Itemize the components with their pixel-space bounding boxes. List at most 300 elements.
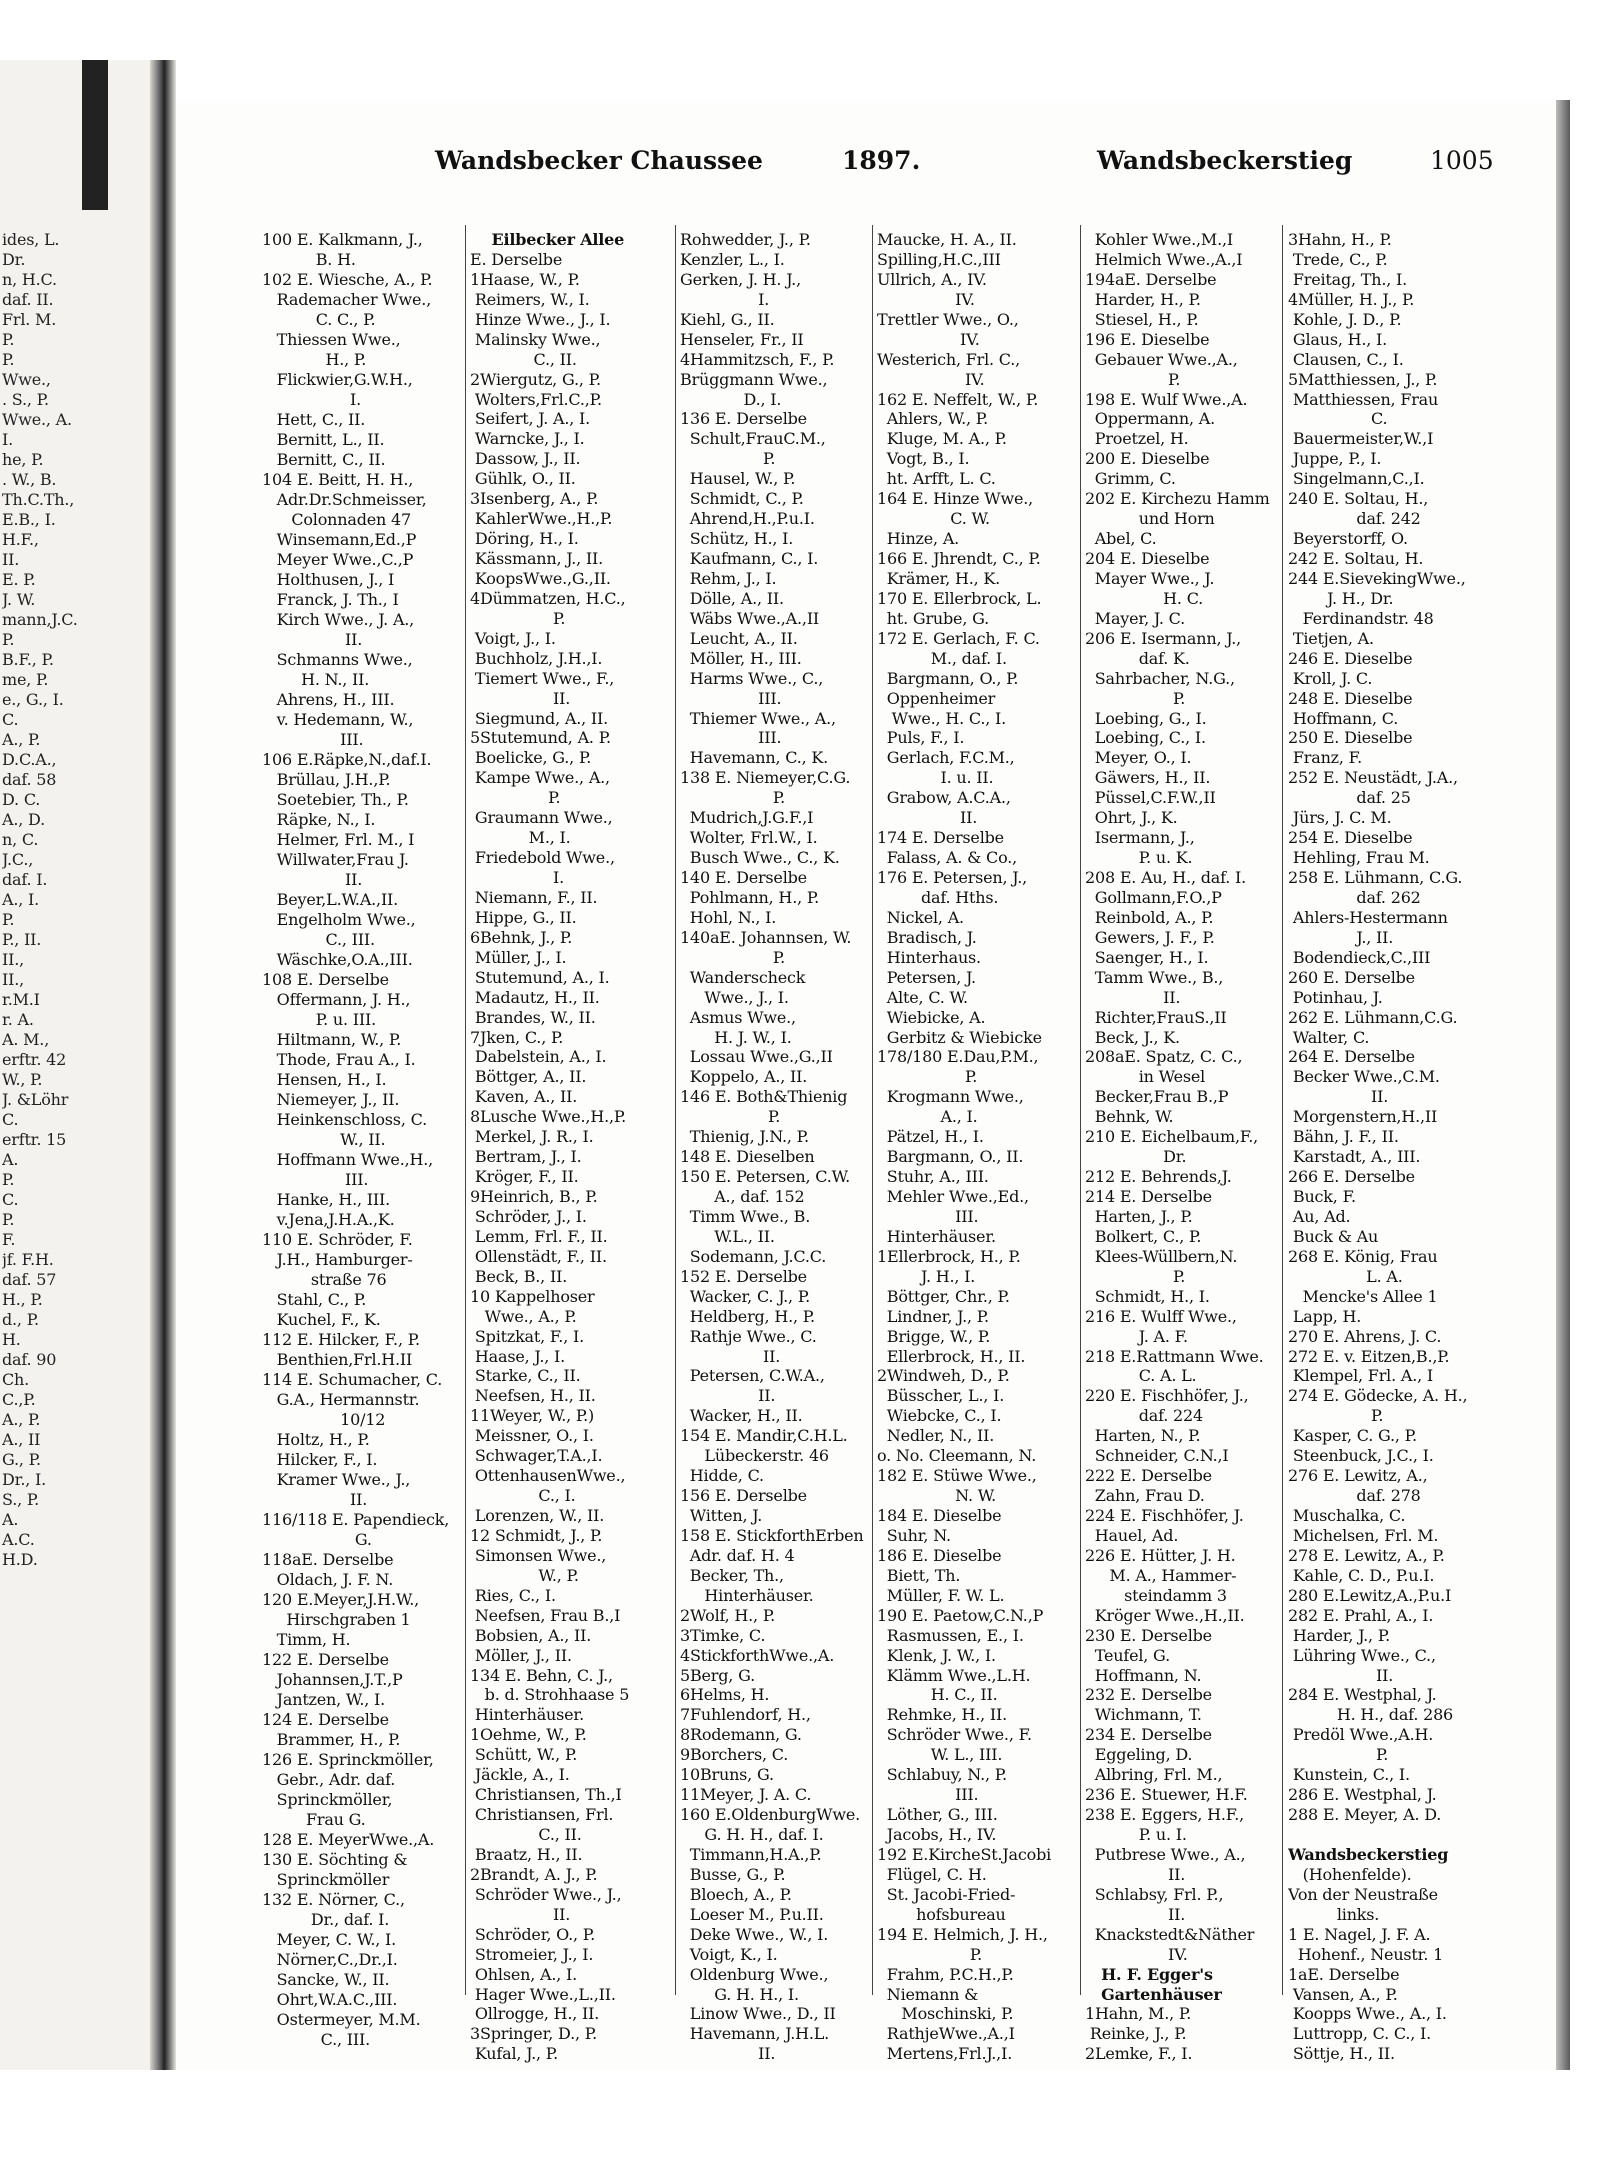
directory-entry: Busch Wwe., C., K.: [680, 848, 840, 868]
directory-entry: II.: [680, 1346, 781, 1366]
directory-entry: Stahl, C., P.: [262, 1290, 367, 1309]
directory-entry: M. A., Hammer-: [1085, 1565, 1237, 1585]
directory-entry: Predöl Wwe.,A.H.: [1288, 1725, 1434, 1745]
directory-entry: 186 E. Dieselbe: [877, 1545, 1002, 1565]
directory-entry: Busse, G., P.: [680, 1864, 786, 1884]
directory-entry: Tietjen, A.: [1288, 628, 1374, 648]
directory-entry: daf. K.: [1085, 648, 1190, 668]
directory-entry: 220 E. Fischhöfer, J.,: [1085, 1386, 1249, 1406]
directory-entry: 214 E. Derselbe: [1085, 1187, 1212, 1206]
directory-entry: Schlabsy, Frl. P.,: [1085, 1884, 1224, 1904]
directory-entry: P.: [877, 1944, 983, 1964]
directory-entry: 254 E. Dieselbe: [1288, 828, 1413, 848]
directory-entry: Becker,Frau B.,P: [1085, 1087, 1229, 1107]
directory-entry: Kroll, J. C.: [1288, 668, 1373, 688]
directory-entry: Thiemer Wwe., A.,: [680, 708, 836, 728]
directory-entry: Mayer, J. C.: [1085, 608, 1185, 628]
directory-entry: Timmann,H.A.,P.: [680, 1844, 822, 1864]
directory-entry: 11Meyer, J. A. C.: [680, 1785, 812, 1805]
directory-entry: Dr.: [2, 250, 26, 269]
directory-entry: Sancke, W., II.: [262, 1970, 390, 1989]
directory-entry: Hippe, G., II.: [470, 907, 577, 927]
directory-entry: Reinke, J., P.: [1085, 2024, 1187, 2044]
directory-entry: Dölle, A., II.: [680, 588, 784, 608]
directory-entry: 184 E. Dieselbe: [877, 1506, 1002, 1525]
directory-entry: Klees-Wüllbern,N.: [1085, 1246, 1238, 1266]
directory-entry: Albring, Frl. M.,: [1085, 1765, 1223, 1785]
directory-entry: Hohenf., Neustr. 1: [1288, 1944, 1444, 1964]
directory-entry: Heinkenschloss, C.: [262, 1110, 427, 1129]
directory-entry: Lübeckerstr. 46: [680, 1446, 829, 1466]
directory-entry: Ollenstädt, F., II.: [470, 1246, 607, 1266]
directory-entry: Gollmann,F.O.,P: [1085, 887, 1222, 907]
header-right-title: Wandsbeckerstieg: [1097, 146, 1353, 175]
directory-entry: C.: [2, 1190, 19, 1209]
directory-entry: 280 E.Lewitz,A.,P.u.I: [1288, 1585, 1452, 1605]
directory-entry: Brüggmann Wwe.,: [680, 369, 828, 389]
directory-entry: 266 E. Derselbe: [1288, 1167, 1415, 1187]
directory-entry: Wiebcke, C., I.: [877, 1406, 1002, 1426]
directory-entry: Wanderscheck: [680, 967, 806, 987]
directory-entry: Schwager,T.A.,I.: [470, 1446, 603, 1466]
directory-entry: J. W.: [2, 590, 36, 609]
directory-entry: und Horn: [1085, 509, 1215, 529]
directory-entry: Von der Neustraße: [1288, 1884, 1438, 1904]
directory-entry: 1Hahn, M., P.: [1085, 2004, 1192, 2024]
directory-entry: Au, Ad.: [1288, 1206, 1351, 1226]
directory-entry: straße 76: [262, 1270, 387, 1289]
directory-entry: 158 E. StickforthErben: [680, 1525, 864, 1545]
directory-entry: Kuchel, F., K.: [262, 1310, 381, 1329]
directory-entry: Dassow, J., II.: [470, 449, 581, 469]
directory-entry: 234 E. Derselbe: [1085, 1725, 1212, 1745]
directory-entry: 4Dümmatzen, H.C.,: [470, 588, 626, 608]
directory-entry: H.D.: [2, 1550, 38, 1569]
directory-entry: 126 E. Sprinckmöller,: [262, 1750, 434, 1769]
directory-entry: 1aE. Derselbe: [1288, 1964, 1400, 1984]
directory-entry: Wolters,Frl.C.,P.: [470, 389, 602, 409]
directory-entry: links.: [1288, 1904, 1380, 1924]
directory-entry: 160 E.OldenburgWwe.: [680, 1805, 860, 1825]
directory-entry: II.: [262, 1490, 368, 1509]
directory-entry: 5Stutemund, A. P.: [470, 728, 611, 748]
directory-column-6: [1288, 230, 1556, 2064]
directory-entry: 10Bruns, G.: [680, 1765, 774, 1785]
directory-entry: daf. 58: [2, 770, 57, 789]
directory-entry: Buck & Au: [1288, 1226, 1379, 1246]
directory-entry: Ries, C., I.: [470, 1585, 556, 1605]
directory-entry: 10/12: [262, 1410, 386, 1429]
directory-entry: daf. 90: [2, 1350, 57, 1369]
directory-entry: 134 E. Behn, C. J.,: [470, 1665, 613, 1685]
directory-entry: Timm Wwe., B.: [680, 1206, 811, 1226]
directory-entry: Schröder Wwe., F.: [877, 1725, 1032, 1745]
directory-entry: II.: [470, 1904, 571, 1924]
directory-entry: C. A. L.: [1085, 1366, 1197, 1386]
directory-entry: I. u. II.: [877, 768, 994, 788]
directory-entry: 248 E. Dieselbe: [1288, 688, 1413, 708]
directory-entry: ht. Grube, G.: [877, 608, 989, 628]
left-margin-text: [2, 230, 142, 1570]
directory-entry: Schlabuy, N., P.: [877, 1765, 1007, 1785]
directory-entry: 194aE. Derselbe: [1085, 269, 1217, 289]
directory-entry: 268 E. König, Frau: [1288, 1246, 1438, 1266]
directory-entry: A., P.: [2, 730, 41, 749]
directory-entry: 206 E. Isermann, J.,: [1085, 628, 1241, 648]
directory-entry: Brandes, W., II.: [470, 1007, 596, 1027]
directory-entry: H. F. Egger's: [1085, 1964, 1213, 1984]
directory-entry: erftr. 15: [2, 1130, 67, 1149]
directory-column-3: [680, 230, 870, 2064]
directory-entry: Döring, H., I.: [470, 529, 579, 549]
directory-entry: Voigt, K., I.: [680, 1944, 778, 1964]
directory-entry: Meyer, C. W., I.: [262, 1930, 397, 1949]
directory-entry: 10 Kappelhoser: [470, 1286, 595, 1306]
directory-entry: Mencke's Allee 1: [1288, 1286, 1438, 1306]
directory-entry: Kahle, C. D., P.u.I.: [1288, 1565, 1435, 1585]
directory-entry: Freitag, Th., I.: [1288, 269, 1408, 289]
directory-entry: o. No. Cleemann, N.: [877, 1446, 1037, 1466]
directory-entry: J. &Löhr: [2, 1090, 69, 1109]
directory-entry: Biett, Th.: [877, 1565, 961, 1585]
directory-entry: Meyer Wwe.,C.,P: [262, 550, 414, 569]
directory-entry: 1Ellerbrock, H., P.: [877, 1246, 1021, 1266]
directory-entry: b. d. Strohhaase 5: [470, 1685, 630, 1705]
directory-entry: 104 E. Beitt, H. H.,: [262, 470, 414, 489]
directory-entry: 116/118 E. Papendieck,: [262, 1510, 450, 1529]
directory-entry: 2Windweh, D., P.: [877, 1366, 1010, 1386]
directory-entry: Frahm, P.C.H.,P.: [877, 1964, 1014, 1984]
directory-entry: Harder, H., P.: [1085, 289, 1201, 309]
directory-entry: Beck, B., II.: [470, 1266, 568, 1286]
directory-entry: 112 E. Hilcker, F., P.: [262, 1330, 420, 1349]
directory-entry: 208aE. Spatz, C. C.,: [1085, 1047, 1243, 1067]
directory-entry: II.: [2, 550, 20, 569]
directory-entry: Hensen, H., I.: [262, 1070, 387, 1089]
directory-entry: Räpke, N., I.: [262, 810, 376, 829]
directory-entry: Wäschke,O.A.,III.: [262, 950, 413, 969]
directory-entry: 12 Schmidt, J., P.: [470, 1525, 603, 1545]
directory-entry: Malinsky Wwe.,: [470, 329, 601, 349]
directory-entry: 230 E. Derselbe: [1085, 1625, 1212, 1645]
directory-entry: E. Derselbe: [470, 249, 563, 269]
directory-entry: H.F.,: [2, 530, 39, 549]
book-binding: [150, 60, 176, 2070]
directory-entry: 8Lusche Wwe.,H.,P.: [470, 1107, 627, 1127]
directory-entry: IV.: [877, 329, 980, 349]
directory-entry: 232 E. Derselbe: [1085, 1685, 1212, 1705]
directory-entry: r. A.: [2, 1010, 34, 1029]
directory-entry: H., P.: [2, 1290, 43, 1309]
directory-entry: 240 E. Soltau, H.,: [1288, 489, 1429, 509]
directory-entry: Wandsbeckerstieg: [1288, 1844, 1449, 1864]
directory-entry: Sodemann, J.C.C.: [680, 1246, 827, 1266]
directory-entry: Lapp, H.: [1288, 1306, 1362, 1326]
directory-entry: Brammer, H., P.: [262, 1730, 401, 1749]
directory-entry: 3Springer, D., P.: [470, 2024, 597, 2044]
directory-entry: Schröder, O., P.: [470, 1924, 596, 1944]
directory-entry: Reimers, W., I.: [470, 289, 590, 309]
column-rule: [1282, 225, 1283, 1995]
directory-entry: IV.: [877, 289, 975, 309]
directory-entry: Wichmann, T.: [1085, 1705, 1202, 1725]
directory-entry: 110 E. Schröder, F.: [262, 1230, 413, 1249]
directory-entry: 200 E. Dieselbe: [1085, 449, 1210, 469]
directory-entry: Abel, C.: [1085, 529, 1157, 549]
directory-entry: Brüllau, J.H.,P.: [262, 770, 391, 789]
directory-entry: C., I.: [470, 1486, 576, 1506]
directory-entry: 136 E. Derselbe: [680, 409, 807, 429]
directory-entry: Bauermeister,W.,I: [1288, 429, 1434, 449]
directory-entry: Michelsen, Frl. M.: [1288, 1525, 1439, 1545]
directory-entry: Adr.Dr.Schmeisser,: [262, 490, 427, 509]
directory-entry: Ferdinandstr. 48: [1288, 608, 1434, 628]
directory-entry: Helmich Wwe.,A.,I: [1085, 249, 1243, 269]
directory-entry: Petersen, C.W.A.,: [680, 1366, 825, 1386]
directory-entry: Kluge, M. A., P.: [877, 429, 1007, 449]
directory-entry: Meyer, O., I.: [1085, 748, 1192, 768]
directory-entry: Siegmund, A., II.: [470, 708, 609, 728]
directory-entry: Schütt, W., P.: [470, 1745, 578, 1765]
directory-entry: Hinze, A.: [877, 529, 960, 549]
directory-entry: 174 E. Derselbe: [877, 828, 1004, 848]
directory-entry: Steenbuck, J.C., I.: [1288, 1446, 1434, 1466]
directory-entry: M., I.: [470, 828, 571, 848]
directory-entry: P.: [1085, 1266, 1186, 1286]
directory-entry: W., P.: [2, 1070, 43, 1089]
directory-entry: Ohlsen, A., I.: [470, 1964, 578, 1984]
directory-entry: d., P.: [2, 1310, 39, 1329]
directory-entry: 172 E. Gerlach, F. C.: [877, 628, 1040, 648]
directory-entry: J. H., Dr.: [1288, 588, 1394, 608]
directory-entry: Schmidt, C., P.: [680, 489, 804, 509]
directory-entry: Meissner, O., I.: [470, 1426, 594, 1446]
directory-entry: Wäbs Wwe.,A.,II: [680, 608, 820, 628]
directory-entry: Hanke, H., III.: [262, 1190, 391, 1209]
directory-entry: Trettler Wwe., O.,: [877, 309, 1019, 329]
directory-entry: daf. II.: [2, 290, 54, 309]
directory-entry: Christiansen, Frl.: [470, 1805, 614, 1825]
directory-entry: Falass, A. & Co.,: [877, 848, 1017, 868]
directory-entry: Reinbold, A., P.: [1085, 907, 1214, 927]
directory-entry: Brigge, W., P.: [877, 1326, 991, 1346]
directory-entry: Kaven, A., II.: [470, 1087, 578, 1107]
directory-entry: Kampe Wwe., A.,: [470, 768, 610, 788]
directory-entry: Bradisch, J.: [877, 927, 977, 947]
directory-entry: Hager Wwe.,L.,II.: [470, 1984, 616, 2004]
directory-entry: 252 E. Neustädt, J.A.,: [1288, 768, 1458, 788]
directory-entry: Becker, Th.,: [680, 1565, 784, 1585]
directory-entry: Jürs, J. C. M.: [1288, 808, 1392, 828]
directory-entry: Rohwedder, J., P.: [680, 230, 811, 249]
header-left-title: Wandsbecker Chaussee: [435, 146, 763, 175]
directory-entry: II.,: [2, 970, 25, 989]
directory-entry: S., P.: [2, 1490, 40, 1509]
directory-entry: Klämm Wwe.,L.H.: [877, 1665, 1031, 1685]
directory-entry: Gewers, J. F., P.: [1085, 927, 1215, 947]
directory-entry: daf. 224: [1085, 1406, 1203, 1426]
directory-entry: Kröger Wwe.,H.,II.: [1085, 1605, 1245, 1625]
directory-entry: Schmidt, H., I.: [1085, 1286, 1210, 1306]
directory-entry: 120 E.Meyer,J.H.W.,: [262, 1590, 420, 1609]
directory-entry: 2Brandt, A. J., P.: [470, 1864, 598, 1884]
directory-entry: 190 E. Paetow,C.N.,P: [877, 1605, 1044, 1625]
directory-entry: Wacker, C. J., P.: [680, 1286, 811, 1306]
directory-entry: 1Oehme, W., P.: [470, 1725, 587, 1745]
directory-entry: A.: [2, 1150, 19, 1169]
directory-entry: P.: [1288, 1406, 1384, 1426]
directory-entry: Loebing, C., I.: [1085, 728, 1206, 748]
directory-entry: Singelmann,C.,I.: [1288, 469, 1425, 489]
directory-entry: H. J. W., I.: [680, 1027, 792, 1047]
directory-entry: 7Jken, C., P.: [470, 1027, 564, 1047]
directory-entry: Jacobs, H., IV.: [877, 1825, 997, 1844]
directory-column-4: [877, 230, 1077, 2064]
directory-entry: 128 E. MeyerWwe.,A.: [262, 1830, 435, 1849]
directory-entry: Knackstedt&Näther: [1085, 1924, 1255, 1944]
directory-entry: P. u. III.: [262, 1010, 376, 1029]
directory-entry: Mehler Wwe.,Ed.,: [877, 1187, 1029, 1206]
directory-entry: A., P.: [2, 1410, 41, 1429]
directory-entry: Stromeier, J., I.: [470, 1944, 594, 1964]
directory-entry: Koppelo, A., II.: [680, 1067, 808, 1087]
page-edge-shadow: [1556, 100, 1570, 2070]
directory-entry: E.B., I.: [2, 510, 56, 529]
directory-entry: Bobsien, A., II.: [470, 1625, 592, 1645]
directory-entry: Simonsen Wwe.,: [470, 1545, 607, 1565]
directory-entry: F.: [2, 1230, 16, 1249]
directory-entry: 164 E. Hinze Wwe.,: [877, 489, 1034, 509]
directory-entry: Beyer,L.W.A.,II.: [262, 890, 399, 909]
directory-entry: II.: [680, 2044, 776, 2064]
directory-entry: Mudrich,J.G.F.,I: [680, 808, 814, 828]
directory-entry: steindamm 3: [1085, 1585, 1227, 1605]
directory-entry: Hohl, N., I.: [680, 907, 777, 927]
directory-entry: Boelicke, G., P.: [470, 748, 592, 768]
directory-entry: C. W.: [877, 509, 990, 529]
directory-entry: C.,P.: [2, 1390, 36, 1409]
directory-entry: D.C.A.,: [2, 750, 57, 769]
directory-entry: Eilbecker Allee: [470, 230, 625, 249]
directory-entry: E. P.: [2, 570, 36, 589]
directory-entry: 8Rodemann, G.: [680, 1725, 802, 1745]
directory-entry: C.: [1288, 409, 1388, 429]
directory-entry: Büsscher, L., I.: [877, 1386, 1005, 1406]
directory-entry: Moschinski, P.: [877, 2004, 1014, 2024]
directory-entry: 238 E. Eggers, H.F.,: [1085, 1805, 1244, 1825]
directory-entry: W., P.: [470, 1565, 579, 1585]
directory-entry: Söttje, H., II.: [1288, 2044, 1395, 2064]
directory-entry: Proetzel, H.: [1085, 429, 1189, 449]
directory-entry: Braatz, H., II.: [470, 1844, 583, 1864]
directory-entry: daf. 25: [1288, 788, 1411, 808]
directory-entry: Hilcker, F., I.: [262, 1450, 378, 1469]
directory-entry: P.: [680, 788, 786, 808]
directory-entry: Dr., I.: [2, 1470, 46, 1489]
directory-entry: Schneider, C.N.,I: [1085, 1446, 1229, 1466]
directory-entry: Linow Wwe., D., II: [680, 2004, 836, 2024]
directory-entry: A.: [2, 1510, 19, 1529]
directory-entry: Rehm, J., I.: [680, 568, 777, 588]
directory-entry: 118aE. Derselbe: [262, 1550, 394, 1569]
directory-entry: 192 E.KircheSt.Jacobi: [877, 1844, 1052, 1864]
directory-entry: J.C.,: [2, 850, 34, 869]
directory-entry: Holtz, H., P.: [262, 1430, 370, 1449]
directory-entry: 212 E. Behrends,J.: [1085, 1167, 1232, 1187]
directory-entry: Colonnaden 47: [262, 510, 411, 529]
directory-entry: 218 E.Rattmann Wwe.: [1085, 1346, 1264, 1366]
directory-entry: D. C.: [2, 790, 41, 809]
directory-entry: Bargmann, O., P.: [877, 668, 1019, 688]
directory-entry: Wwe., A.: [2, 410, 72, 429]
directory-entry: G.A., Hermannstr.: [262, 1390, 420, 1409]
directory-entry: Wwe.,: [2, 370, 51, 389]
directory-entry: Puls, F., I.: [877, 728, 965, 748]
directory-entry: 154 E. Mandir,C.H.L.: [680, 1426, 848, 1446]
directory-entry: 108 E. Derselbe: [262, 970, 389, 989]
directory-entry: Flügel, C. H.: [877, 1864, 987, 1884]
directory-entry: Gerlach, F.C.M.,: [877, 748, 1015, 768]
directory-entry: Sprinckmöller: [262, 1870, 390, 1889]
directory-entry: Voigt, J., I.: [470, 628, 556, 648]
directory-entry: 260 E. Derselbe: [1288, 967, 1415, 987]
directory-entry: Winsemann,Ed.,P: [262, 530, 417, 549]
directory-entry: IV.: [877, 369, 985, 389]
header-year: 1897.: [842, 146, 921, 175]
directory-entry: H. C.: [1085, 588, 1204, 608]
directory-entry: Dr.: [1085, 1147, 1187, 1167]
directory-entry: Hiltmann, W., P.: [262, 1030, 402, 1049]
directory-entry: Buchholz, J.H.,I.: [470, 648, 603, 668]
directory-entry: Müller, F. W. L.: [877, 1585, 1005, 1605]
directory-entry: daf. 57: [2, 1270, 57, 1289]
directory-entry: Schröder Wwe., J.,: [470, 1884, 622, 1904]
directory-entry: . W., B.: [2, 470, 57, 489]
directory-entry: 274 E. Gödecke, A. H.,: [1288, 1386, 1468, 1406]
directory-entry: J. H., I.: [877, 1266, 976, 1286]
directory-entry: P., II.: [2, 930, 42, 949]
directory-entry: 138 E. Niemeyer,C.G.: [680, 768, 851, 788]
directory-entry: Niemann, F., II.: [470, 887, 598, 907]
directory-entry: C. C., P.: [262, 310, 376, 329]
directory-entry: Pohlmann, H., P.: [680, 887, 820, 907]
directory-entry: Wwe., H. C., I.: [877, 708, 1006, 728]
directory-entry: 152 E. Derselbe: [680, 1266, 807, 1286]
directory-entry: Dabelstein, A., I.: [470, 1047, 607, 1067]
directory-entry: Hinze Wwe., J., I.: [470, 309, 611, 329]
directory-entry: Beyerstorff, O.: [1288, 529, 1408, 549]
directory-entry: Flickwier,G.W.H.,: [262, 370, 413, 389]
directory-entry: P.: [680, 449, 776, 469]
directory-entry: Friedebold Wwe.,: [470, 848, 615, 868]
directory-entry: H., P.: [262, 350, 367, 369]
directory-entry: 9Heinrich, B., P.: [470, 1187, 598, 1206]
directory-entry: Hinterhäuser.: [877, 1226, 996, 1246]
directory-entry: II.: [1085, 1864, 1186, 1884]
directory-entry: Putbrese Wwe., A.,: [1085, 1844, 1246, 1864]
directory-entry: Harder, J., P.: [1288, 1625, 1391, 1645]
directory-entry: II.: [470, 688, 571, 708]
directory-entry: II.: [680, 1386, 776, 1406]
directory-entry: 196 E. Dieselbe: [1085, 329, 1210, 349]
directory-entry: Neefsen, Frau B.,I: [470, 1605, 621, 1625]
directory-entry: OttenhausenWwe.,: [470, 1466, 626, 1486]
directory-entry: Frl. M.: [2, 310, 57, 329]
directory-entry: Hoffmann, N.: [1085, 1665, 1202, 1685]
directory-entry: 3Hahn, H., P.: [1288, 230, 1392, 249]
directory-entry: Ostermeyer, M.M.: [262, 2010, 421, 2029]
directory-entry: Kiehl, G., II.: [680, 309, 775, 329]
